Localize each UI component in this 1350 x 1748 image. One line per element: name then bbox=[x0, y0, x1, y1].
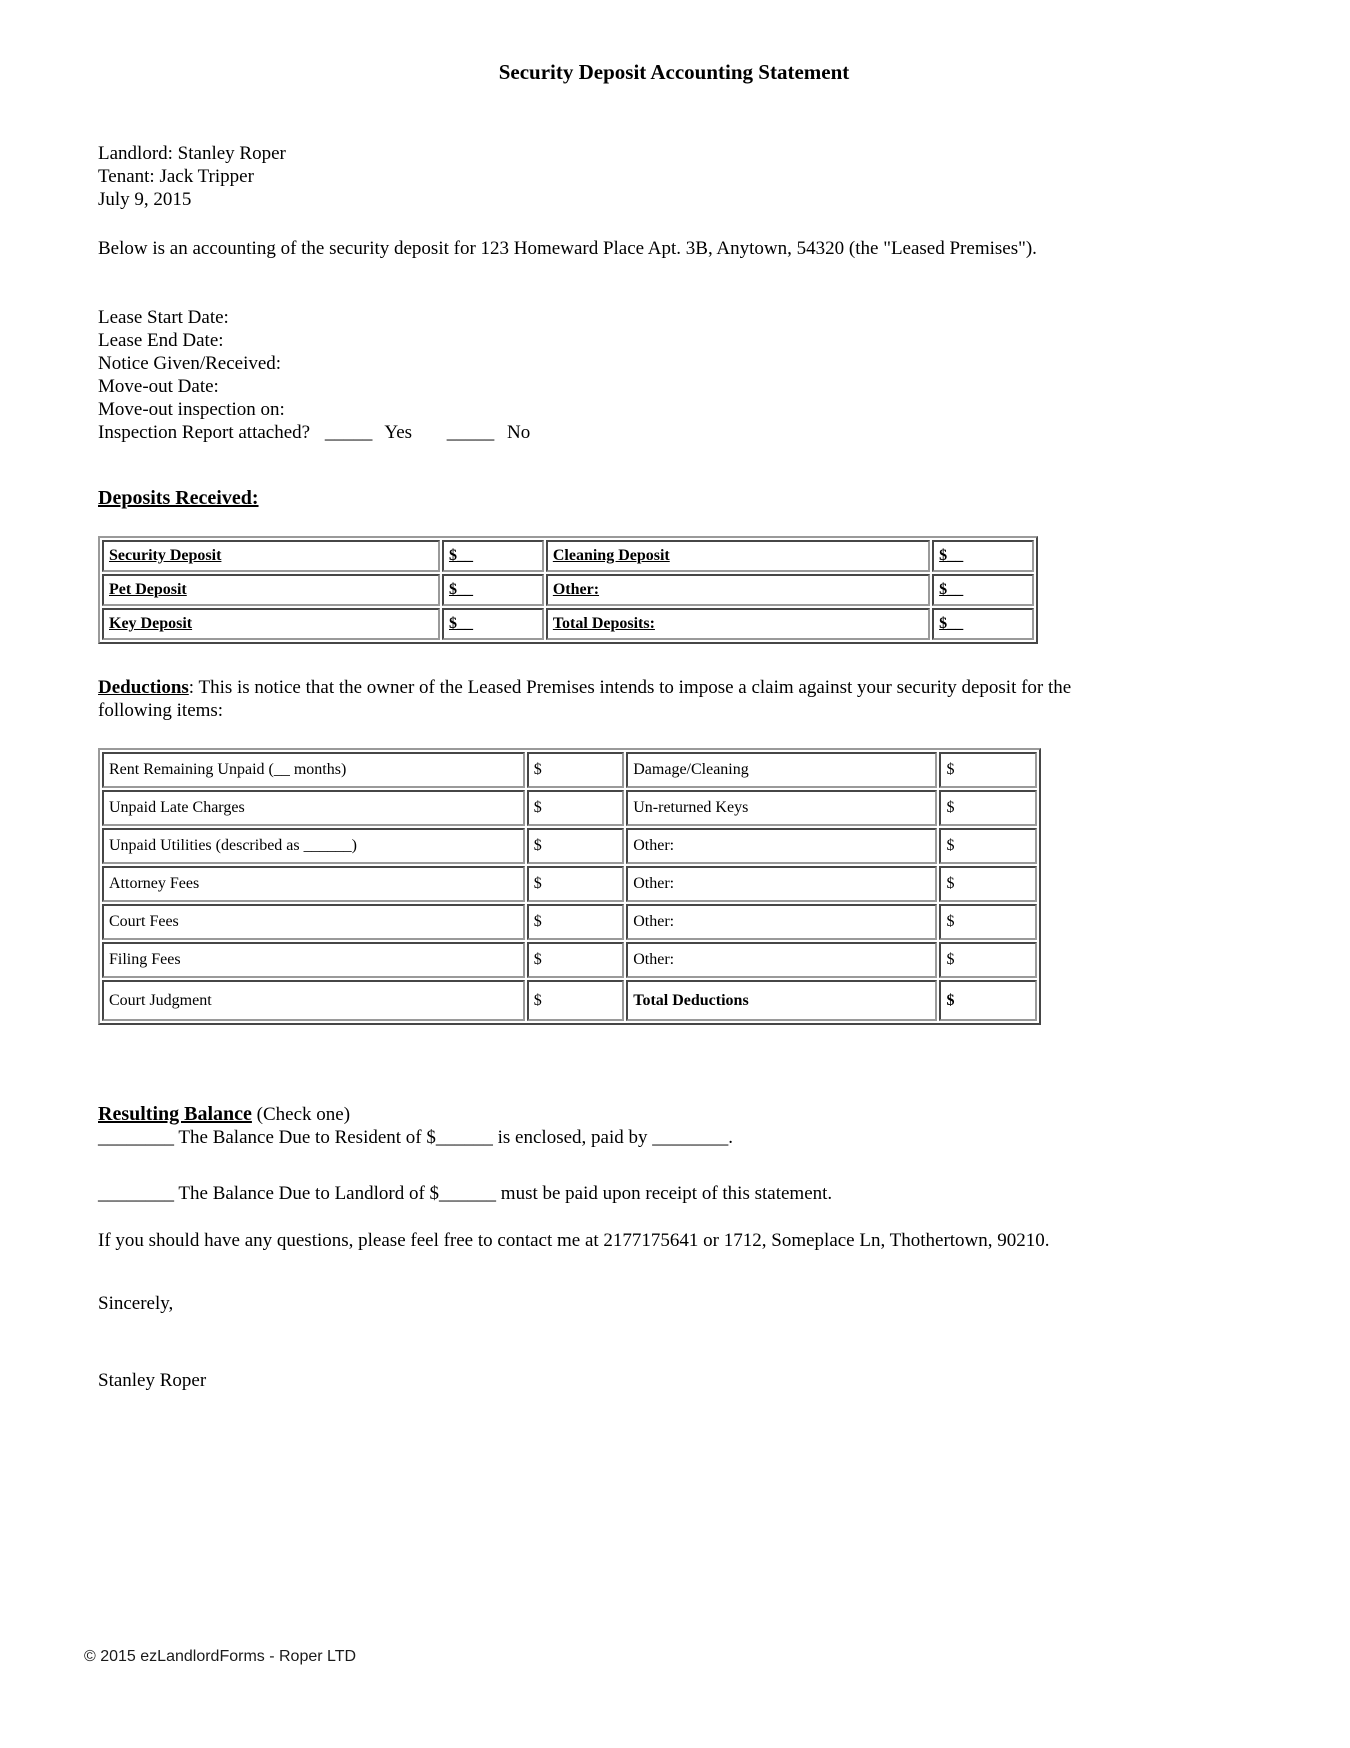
deduction-label-cell: Unpaid Utilities (described as ______) bbox=[102, 828, 525, 864]
deduction-amount-cell: $ bbox=[527, 790, 625, 826]
balance-resident-line: ________ The Balance Due to Resident of $______ is enclosed, paid by ________. bbox=[98, 1127, 733, 1148]
deduction-label-cell: Other: bbox=[626, 904, 937, 940]
moveout-inspection-line: Move-out inspection on: bbox=[98, 399, 285, 420]
deductions-label: Deductions bbox=[98, 677, 189, 698]
deduction-label-cell: Attorney Fees bbox=[102, 866, 525, 902]
resulting-balance-heading bbox=[98, 1103, 1250, 1126]
inspection-no-label: No bbox=[507, 422, 531, 443]
deduction-amount-cell: $ bbox=[939, 752, 1037, 788]
table-row bbox=[102, 752, 1037, 788]
deduction-label-cell: Rent Remaining Unpaid (__ months) bbox=[102, 752, 525, 788]
deduction-amount-cell: $ bbox=[527, 942, 625, 978]
deposit-amount-cell: $__ bbox=[442, 574, 544, 606]
deduction-amount-cell: $ bbox=[939, 942, 1037, 978]
total-deductions-amount-cell: $ bbox=[939, 980, 1037, 1021]
intro-paragraph: Below is an accounting of the security deposit for 123 Homeward Place Apt. 3B, Anytown, 54320 (the "Leased Premises"). bbox=[98, 238, 1037, 259]
deposit-label-cell: Pet Deposit bbox=[102, 574, 440, 606]
inspection-yes-blank: _____ bbox=[324, 422, 373, 443]
tenant-line: Tenant: Jack Tripper bbox=[98, 166, 254, 187]
deduction-amount-cell: $ bbox=[527, 904, 625, 940]
deduction-label-cell: Other: bbox=[626, 866, 937, 902]
deduction-label-cell: Un-returned Keys bbox=[626, 790, 937, 826]
deposit-amount-cell: $__ bbox=[932, 608, 1034, 640]
deductions-text: : This is notice that the owner of the Leased Premises intends to impose a claim against your security deposit for the following items: bbox=[98, 677, 1072, 721]
table-row bbox=[102, 828, 1037, 864]
deduction-amount-cell: $ bbox=[527, 980, 625, 1021]
lease-end-line: Lease End Date: bbox=[98, 330, 224, 351]
table-row bbox=[102, 540, 1034, 572]
deposit-label-cell: Security Deposit bbox=[102, 540, 440, 572]
deposit-label-cell: Key Deposit bbox=[102, 608, 440, 640]
moveout-date-line: Move-out Date: bbox=[98, 376, 219, 397]
inspection-yes-label: Yes bbox=[384, 422, 413, 443]
inspection-no-blank: _____ bbox=[446, 422, 495, 443]
total-deposits-cell: Total Deposits: bbox=[546, 608, 930, 640]
footer-copyright: © 2015 ezLandlordForms - Roper LTD bbox=[84, 1648, 357, 1665]
table-row bbox=[102, 942, 1037, 978]
deduction-amount-cell: $ bbox=[527, 866, 625, 902]
deduction-label-cell: Other: bbox=[626, 942, 937, 978]
resulting-balance-label: Resulting Balance bbox=[98, 1103, 252, 1125]
deduction-amount-cell: $ bbox=[939, 828, 1037, 864]
deductions-paragraph bbox=[98, 676, 1083, 722]
page-title: Security Deposit Accounting Statement bbox=[498, 60, 850, 84]
deduction-label-cell: Court Judgment bbox=[102, 980, 525, 1021]
parties-block bbox=[98, 142, 1250, 211]
signature-name: Stanley Roper bbox=[98, 1370, 207, 1391]
deduction-amount-cell: $ bbox=[527, 828, 625, 864]
table-row bbox=[102, 790, 1037, 826]
deduction-label-cell: Damage/Cleaning bbox=[626, 752, 937, 788]
inspection-report-line bbox=[98, 421, 1250, 444]
table-row bbox=[102, 866, 1037, 902]
deduction-amount-cell: $ bbox=[939, 790, 1037, 826]
table-row bbox=[102, 904, 1037, 940]
deposit-amount-cell: $__ bbox=[932, 574, 1034, 606]
deposit-amount-cell: $__ bbox=[442, 540, 544, 572]
deduction-amount-cell: $ bbox=[939, 866, 1037, 902]
lease-start-line: Lease Start Date: bbox=[98, 307, 229, 328]
total-deductions-cell: Total Deductions bbox=[626, 980, 937, 1021]
deposit-amount-cell: $__ bbox=[932, 540, 1034, 572]
deductions-table bbox=[98, 748, 1041, 1025]
table-row bbox=[102, 574, 1034, 606]
deposit-label-cell: Other: bbox=[546, 574, 930, 606]
deposits-table bbox=[98, 536, 1038, 644]
deduction-label-cell: Court Fees bbox=[102, 904, 525, 940]
deduction-amount-cell: $ bbox=[939, 904, 1037, 940]
deduction-label-cell: Unpaid Late Charges bbox=[102, 790, 525, 826]
lease-details-block bbox=[98, 306, 1250, 444]
closing-line: Sincerely, bbox=[98, 1293, 174, 1314]
table-row bbox=[102, 980, 1037, 1021]
inspection-question: Inspection Report attached? bbox=[98, 422, 311, 443]
date-line: July 9, 2015 bbox=[98, 189, 192, 210]
landlord-line: Landlord: Stanley Roper bbox=[98, 143, 286, 164]
deposit-label-cell: Cleaning Deposit bbox=[546, 540, 930, 572]
deposit-amount-cell: $__ bbox=[442, 608, 544, 640]
deduction-label-cell: Other: bbox=[626, 828, 937, 864]
notice-line: Notice Given/Received: bbox=[98, 353, 282, 374]
table-row bbox=[102, 608, 1034, 640]
deposits-heading: Deposits Received: bbox=[98, 487, 259, 509]
deduction-label-cell: Filing Fees bbox=[102, 942, 525, 978]
contact-paragraph: If you should have any questions, please feel free to contact me at 2177175641 or 1712, Someplace Ln, Thothertown, 90210. bbox=[98, 1230, 1050, 1251]
balance-landlord-line: ________ The Balance Due to Landlord of $______ must be paid upon receipt of this statement. bbox=[98, 1183, 833, 1204]
deduction-amount-cell: $ bbox=[527, 752, 625, 788]
check-one-note: (Check one) bbox=[251, 1104, 351, 1125]
